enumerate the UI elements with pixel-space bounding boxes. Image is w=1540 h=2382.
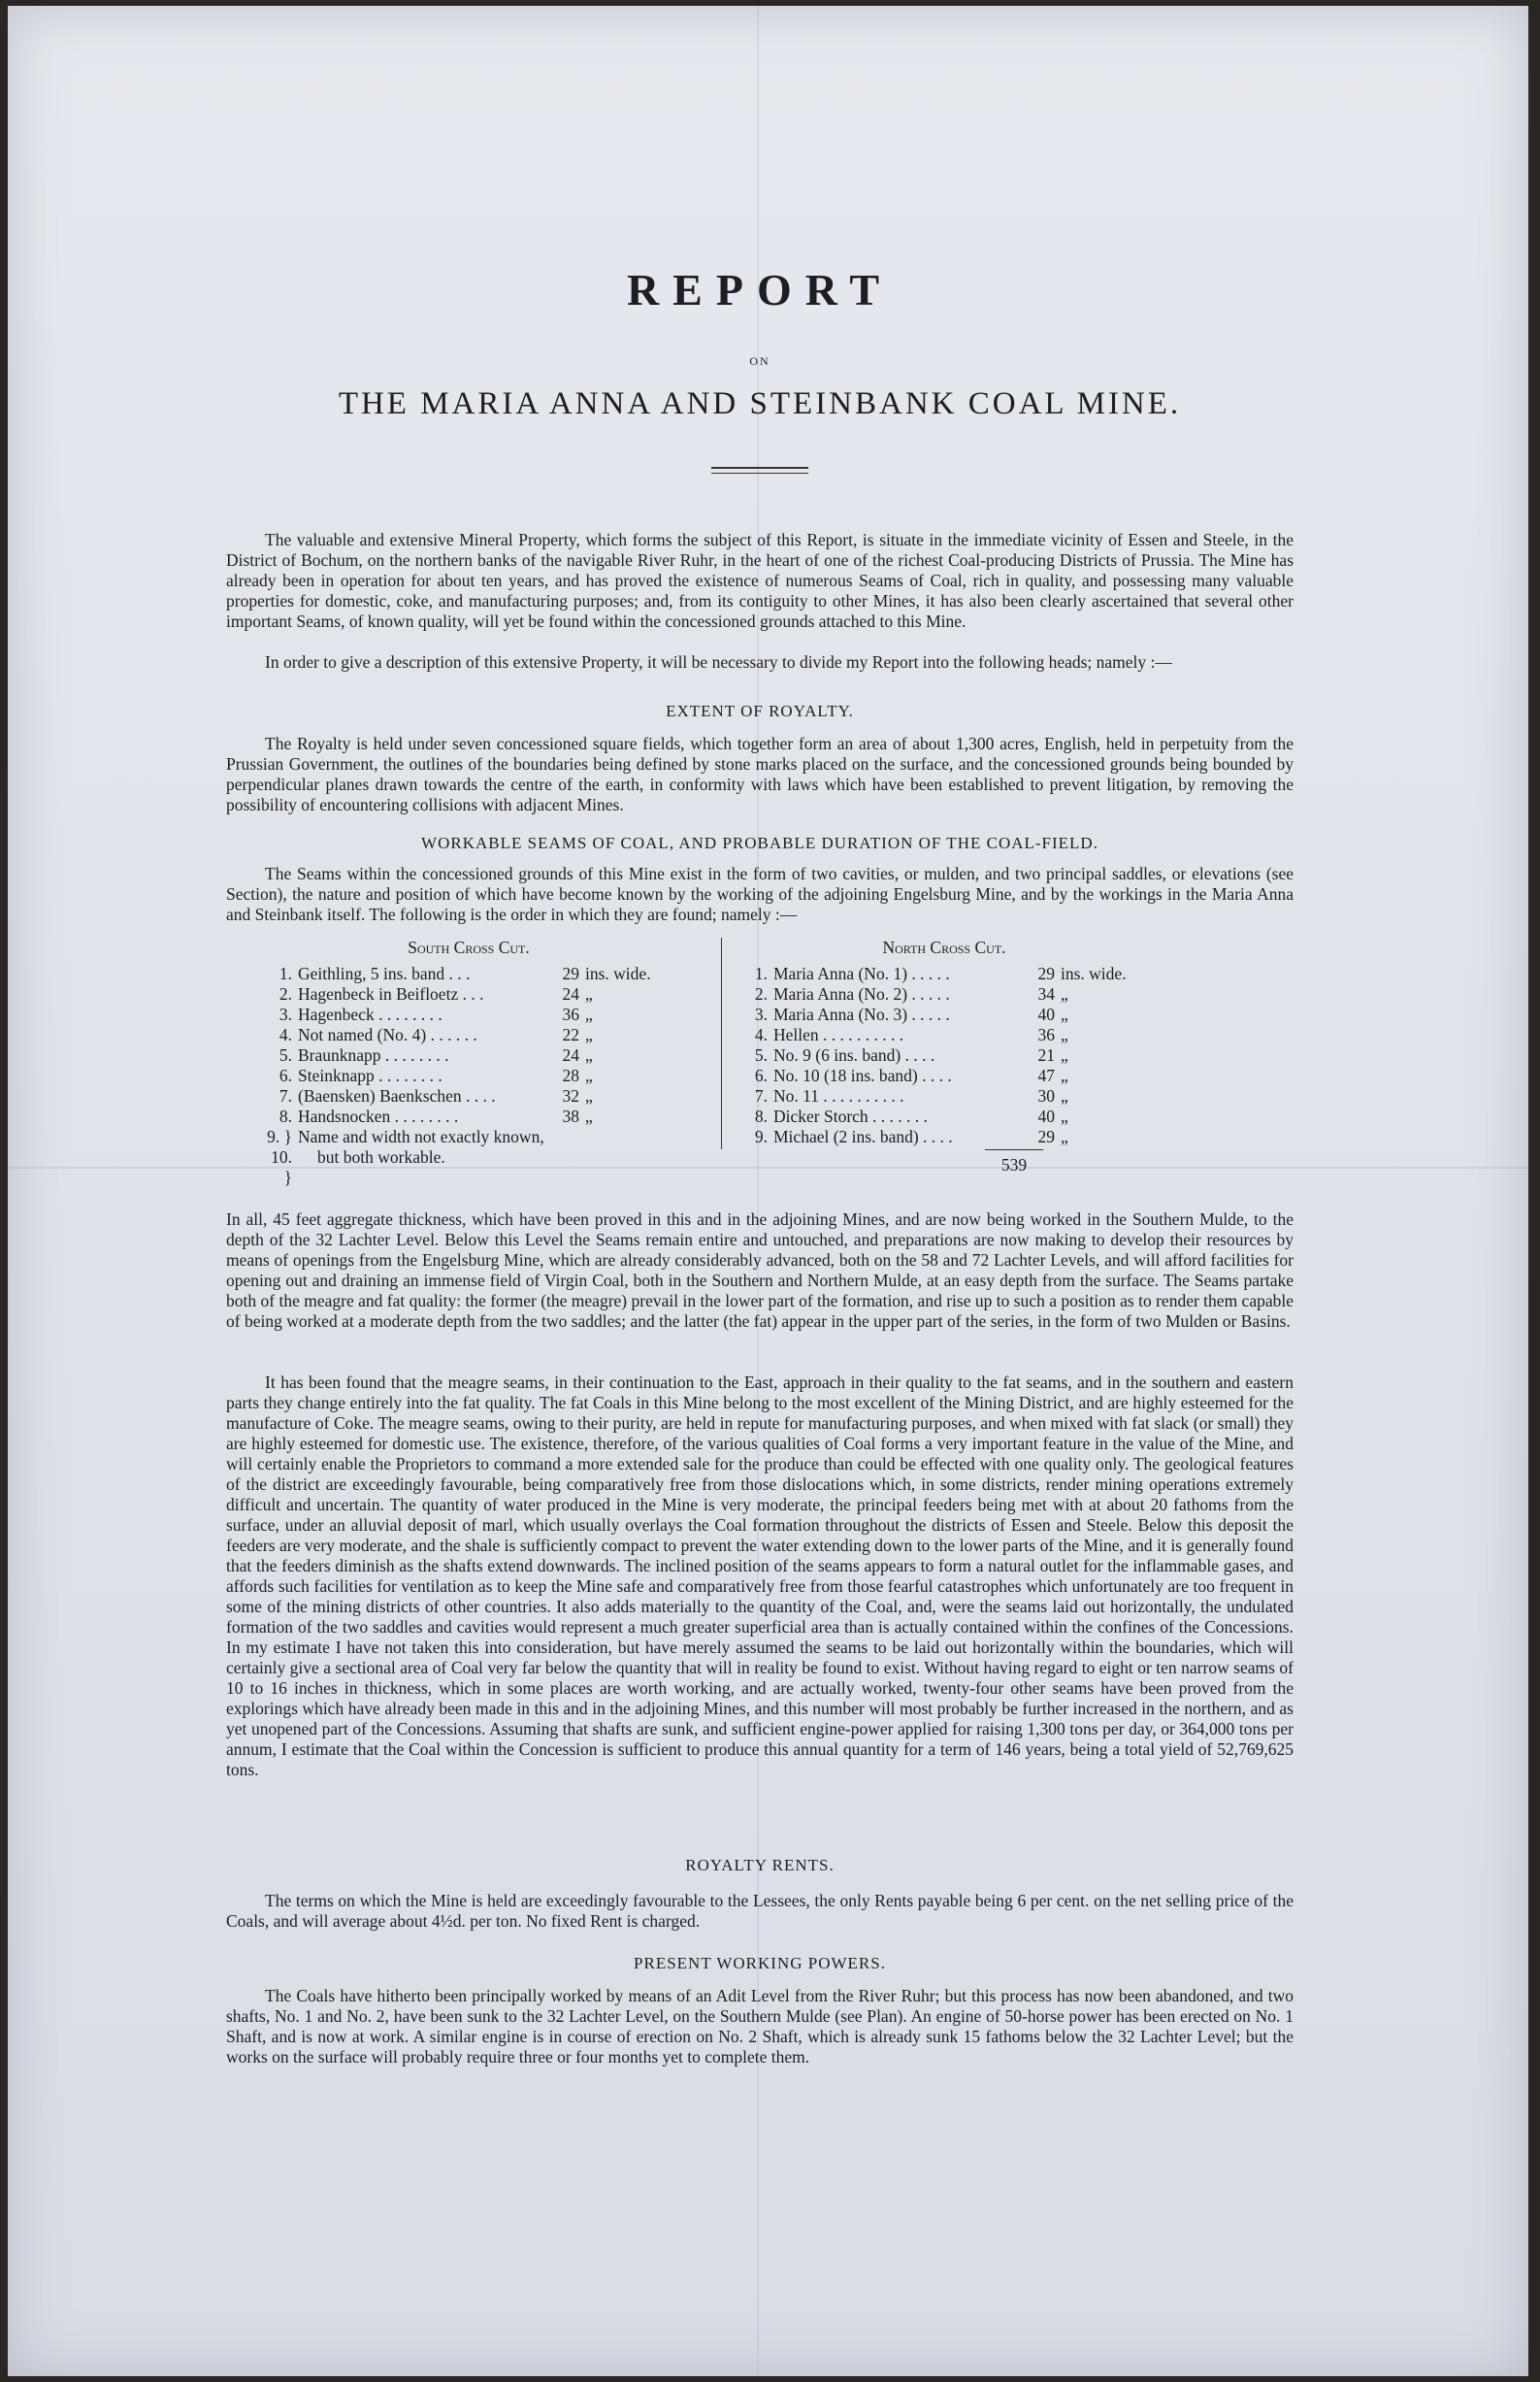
section-heading-seams: WORKABLE SEAMS OF COAL, AND PROBABLE DURATION OF THE COAL-FIELD. <box>421 834 1098 852</box>
seam-unit: „ <box>1061 1107 1068 1126</box>
total-rule <box>985 1149 1043 1150</box>
seam-width: 47 <box>1037 1066 1055 1085</box>
seam-number: 9. <box>754 1127 768 1146</box>
seam-name: Braunknapp . . . . . . . . <box>298 1045 449 1065</box>
rents-paragraph: The terms on which the Mine is held are exceedingly favourable to the Lessees, the only Rents payable being 6 per cent. on the net selling price of the Coals, and will average about 4½d. per ton. No fixed Rent is charged. <box>226 1891 1294 1931</box>
seam-unit: „ <box>1061 1045 1068 1065</box>
seam-row <box>740 1066 1148 1086</box>
seam-row <box>265 1045 672 1066</box>
seam-name: Not named (No. 4) . . . . . . <box>298 1025 477 1044</box>
seam-row <box>265 1025 672 1045</box>
seam-row <box>740 984 1148 1005</box>
seam-table <box>265 938 1235 1187</box>
seam-width: 21 <box>1037 1045 1055 1065</box>
seam-note: 10. } but both workable. <box>271 1147 445 1187</box>
seam-width: 29 <box>1037 964 1055 983</box>
seam-number: 1. <box>754 964 768 983</box>
seam-number: 8. <box>754 1107 768 1126</box>
section-heading-royalty: EXTENT OF ROYALTY. <box>666 702 854 720</box>
seam-unit: „ <box>585 1025 593 1044</box>
seam-unit: „ <box>585 1086 593 1106</box>
seam-name: Dicker Storch . . . . . . . <box>773 1107 928 1126</box>
column-heading: South Cross Cut. <box>408 938 530 957</box>
seam-unit: „ <box>1061 1066 1068 1085</box>
intro-paragraph: In order to give a description of this extensive Property, it will be necessary to divide my Report into the following heads; namely :— <box>265 652 1172 672</box>
column-heading: North Cross Cut. <box>882 938 1006 957</box>
seam-number: 5. <box>754 1045 768 1065</box>
report-title: REPORT <box>626 265 894 314</box>
seam-unit: „ <box>585 1005 593 1024</box>
seam-row <box>740 1086 1148 1107</box>
seam-width: 24 <box>562 1045 579 1065</box>
section-heading-powers: PRESENT WORKING POWERS. <box>634 1954 886 1972</box>
seam-row <box>265 1005 672 1025</box>
seam-unit: „ <box>1061 1025 1068 1044</box>
seam-row <box>265 984 672 1005</box>
seam-row <box>265 1107 672 1127</box>
seam-unit: „ <box>1061 1086 1068 1106</box>
seam-number: 3. <box>754 1005 768 1024</box>
seam-row <box>265 1066 672 1086</box>
seam-unit: „ <box>585 1045 593 1065</box>
seam-row <box>740 1107 1148 1127</box>
title-rule <box>711 467 808 474</box>
seam-width: 24 <box>562 984 579 1004</box>
seam-number: 8. <box>279 1107 292 1126</box>
seam-unit: „ <box>585 1107 593 1126</box>
seam-width: 40 <box>1037 1005 1055 1024</box>
quality-paragraph: It has been found that the meagre seams, in their continuation to the East, approach in their quality to the fat seams, and in the southern and eastern parts they change entirely into the fat quality. The fat Coals in this Mine belong to the most excellent of the Mining District, and are highly esteemed for the manufacture of Coke. The meagre seams, owing to their purity, are held in repute for manufacturing purposes, and when mixed with fat slack (or small) they are highly esteemed for domestic use. The existence, therefore, of the various qualities of Coal forms a very important feature in the value of the Mine, and will certainly enable the Proprietors to command a more extended sale for the produce than could be effected with one quality only. The geological features of the district are exceedingly favourable, being comparatively free from those dislocations which, in some districts, render mining operations extremely difficult and uncertain. The quantity of water produced in the Mine is very moderate, the principal feeders being met with at about 20 fathoms from the surface, under an alluvial deposit of marl, which usually overlays the Coal formation throughout the districts of Essen and Steele. Below this deposit the feeders are very moderate, and the shale is sufficiently compact to prevent the water extending down to the lower parts of the Mine, and it is generally found that the feeders diminish as the shafts extend downwards. The inclined position of the seams appears to form a natural outlet for the inflammable gases, and affords such facilities for ventilation as to keep the Mine safe and comparatively free from those fearful catastrophes which unfortunately are too frequent in some of the mining districts of other countries. It also adds materially to the quantity of the Coal, and, were the seams laid out horizontally, the undulated formation of the two saddles and cavities would represent a much greater superficial area than is actually contained within the confines of the Concessions. In my estimate I have not taken this into consideration, but have merely assumed the seams to be laid out horizontally within the boundaries, which will certainly give a sectional area of Coal very far below the quantity that will in reality be found to exist. Without having regard to eight or ten narrow seams of 10 to 16 inches in thickness, which in some places are worth working, and are actually worked, twenty-four other seams have been proved from the explorings which have already been made in this and in the adjoining Mines, and this number will most probably be further increased in the northern, and as yet unopened part of the Concessions. Assuming that shafts are sunk, and sufficient engine-power applied for raising 1,300 tons per day, or 364,000 tons per annum, I estimate that the Coal within the Concession is sufficient to produce this annual quantity for a term of 146 years, being a total yield of 52,769,625 tons. <box>226 1373 1294 1779</box>
seam-row <box>740 1005 1148 1025</box>
seam-width: 29 <box>562 964 579 983</box>
aggregate-paragraph: In all, 45 feet aggregate thickness, which have been proved in this and in the adjoining Mines, and are now being worked in the Southern Mulde, to the depth of the 32 Lachter Level. Below this Level the Seams remain entire and untouched, and preparations are now making to develop their resources by means of openings from the Engelsburg Mine, which are already considerably advanced, both on the 58 and 72 Lachter Levels, and will afford facilities for opening out and draining an immense field of Virgin Coal, both in the Southern and Northern Mulde, at an easy depth from the surface. The Seams partake both of the meagre and fat quality: the former (the meagre) prevail in the lower part of the formation, and rise up to such a position as to render them capable of being worked at a moderate depth from the two saddles; and the latter (the fat) appear in the upper part of the series, in the form of two Mulden or Basins. <box>226 1209 1294 1331</box>
seam-number: 7. <box>279 1086 292 1106</box>
seam-note: 9. } Name and width not exactly known, <box>267 1127 544 1146</box>
seam-number: 6. <box>279 1066 292 1085</box>
seam-name: No. 10 (18 ins. band) . . . . <box>773 1066 952 1085</box>
seam-number: 2. <box>279 984 292 1004</box>
royalty-paragraph: The Royalty is held under seven concessioned square fields, which together form an area of about 1,300 acres, English, held in perpetuity from the Prussian Government, the outlines of the boundaries being defined by stone marks placed on the surface, and the concessioned grounds being bounded by perpendicular planes drawn towards the centre of the earth, in conformity with laws which have been established to prevent litigation, by removing the possibility of encountering collisions with adjacent Mines. <box>226 734 1294 814</box>
mine-title: THE MARIA ANNA AND STEINBANK COAL MINE. <box>338 386 1182 421</box>
seam-number: 3. <box>279 1005 292 1024</box>
seam-width: 28 <box>562 1066 579 1085</box>
seam-width: 30 <box>1037 1086 1055 1106</box>
seam-number: 4. <box>279 1025 292 1044</box>
seam-name: Maria Anna (No. 3) . . . . . <box>773 1005 950 1024</box>
seam-name: Steinknapp . . . . . . . . <box>298 1066 442 1085</box>
seam-name: Hagenbeck in Beifloetz . . . <box>298 984 484 1004</box>
column-divider <box>721 938 722 1149</box>
seam-number: 2. <box>754 984 768 1004</box>
seam-name: Maria Anna (No. 2) . . . . . <box>773 984 950 1004</box>
seam-unit: „ <box>585 1066 593 1085</box>
seam-total: 539 <box>1000 1155 1028 1174</box>
seam-row <box>740 1127 1148 1147</box>
seam-name: Hagenbeck . . . . . . . . <box>298 1005 442 1024</box>
title-connector: ON <box>749 354 770 368</box>
seam-number: 4. <box>754 1025 768 1044</box>
seam-unit: „ <box>585 984 593 1004</box>
seams-paragraph: The Seams within the concessioned grounds of this Mine exist in the form of two cavities, or mulden, and two principal saddles, or elevations (see Section), the nature and position of which have become known by the working of the adjoining Engelsburg Mine, and by the workings in the Maria Anna and Steinbank itself. The following is the order in which they are found; namely :— <box>226 864 1294 924</box>
seam-width: 36 <box>1037 1025 1055 1044</box>
powers-paragraph: The Coals have hitherto been principally worked by means of an Adit Level from the River Ruhr; but this process has now been abandoned, and two shafts, No. 1 and No. 2, have been sunk to the 32 Lachter Level, on the Southern Mulde (see Plan). An engine of 50-horse power has been erected on No. 1 Shaft, and is now at work. A similar engine is in course of erection on No. 2 Shaft, which is already sunk 15 fathoms below the 32 Lachter Level; but the works on the surface will probably require three or four months yet to complete them. <box>226 1986 1294 2067</box>
seam-unit: ins. wide. <box>585 964 651 983</box>
seam-row <box>265 964 672 984</box>
seam-name: Maria Anna (No. 1) . . . . . <box>773 964 950 983</box>
seam-row <box>740 964 1148 984</box>
south-cross-cut <box>265 938 672 1187</box>
seam-number: 7. <box>754 1086 768 1106</box>
section-heading-rents: ROYALTY RENTS. <box>685 1856 835 1874</box>
seam-number: 6. <box>754 1066 768 1085</box>
seam-name: Geithling, 5 ins. band . . . <box>298 964 471 983</box>
seam-name: No. 11 . . . . . . . . . . <box>773 1086 904 1106</box>
seam-width: 22 <box>562 1025 579 1044</box>
seam-name: Hellen . . . . . . . . . . <box>773 1025 904 1044</box>
intro-paragraph: The valuable and extensive Mineral Property, which forms the subject of this Report, is situate in the immediate vicinity of Essen and Steele, in the District of Bochum, on the northern banks of the navigable River Ruhr, in the heart of one of the richest Coal-producing Districts of Prussia. The Mine has already been in operation for about ten years, and has proved the existence of numerous Seams of Coal, rich in quality, and possessing many valuable properties for domestic, coke, and manufacturing purposes; and, from its contiguity to other Mines, it has also been clearly ascertained that several other important Seams, of known quality, will yet be found within the concessioned grounds attached to this Mine. <box>226 530 1294 631</box>
seam-width: 32 <box>562 1086 579 1106</box>
seam-name: Handsnocken . . . . . . . . <box>298 1107 459 1126</box>
seam-width: 36 <box>562 1005 579 1024</box>
seam-width: 34 <box>1037 984 1055 1004</box>
seam-number: 1. <box>279 964 292 983</box>
document-sheet <box>8 6 1528 2376</box>
seam-unit: „ <box>1061 1005 1068 1024</box>
north-cross-cut <box>740 938 1148 1147</box>
seam-name: (Baensken) Baenkschen . . . . <box>298 1086 496 1106</box>
seam-width: 29 <box>1037 1127 1055 1146</box>
seam-name: No. 9 (6 ins. band) . . . . <box>773 1045 935 1065</box>
seam-unit: „ <box>1061 1127 1068 1146</box>
seam-unit: „ <box>1061 984 1068 1004</box>
seam-name: Michael (2 ins. band) . . . . <box>773 1127 953 1146</box>
seam-row <box>265 1086 672 1107</box>
seam-unit: ins. wide. <box>1061 964 1127 983</box>
seam-row <box>740 1045 1148 1066</box>
seam-width: 38 <box>562 1107 579 1126</box>
seam-width: 40 <box>1037 1107 1055 1126</box>
seam-number: 5. <box>279 1045 292 1065</box>
seam-row <box>740 1025 1148 1045</box>
